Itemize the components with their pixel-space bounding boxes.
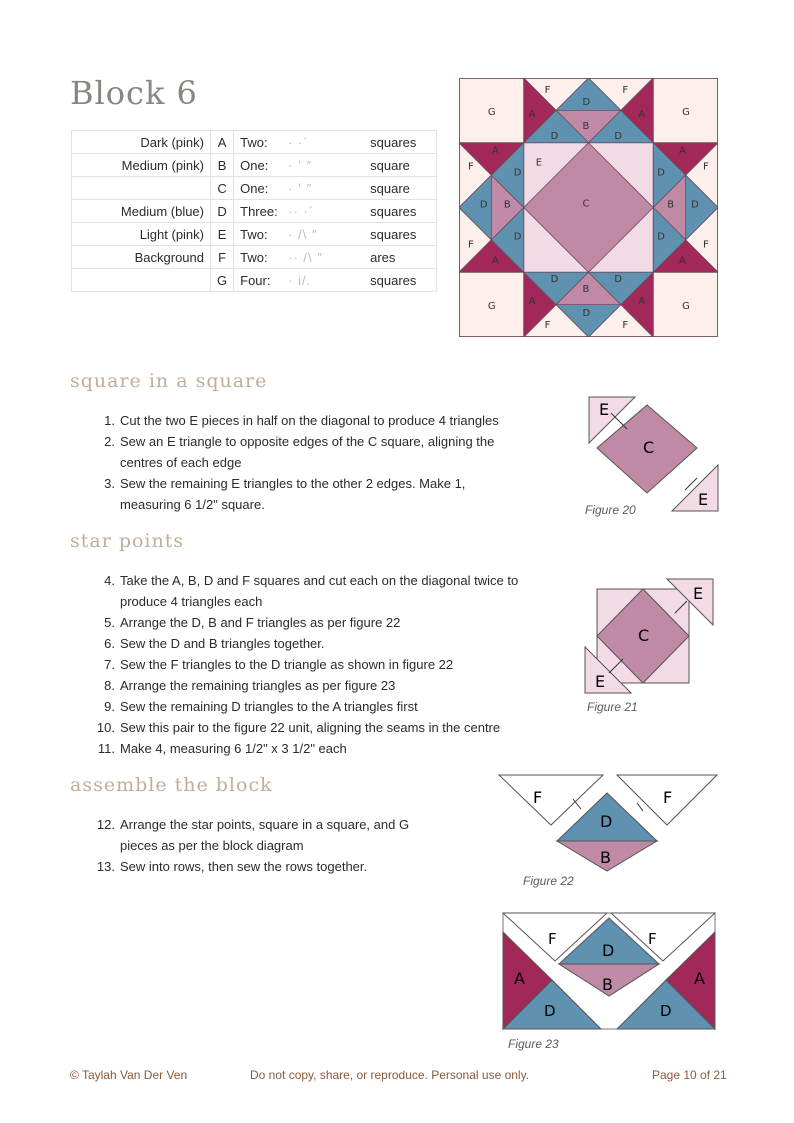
piece-label: G	[682, 301, 690, 313]
piece-label: F	[622, 84, 629, 96]
piece-label: F	[703, 161, 709, 173]
figure-22-diagram	[497, 773, 719, 873]
cutting-row	[72, 223, 437, 246]
cut-count: Two:	[240, 134, 268, 150]
svg-text:D: D	[544, 1002, 556, 1020]
piece-letter: C	[211, 177, 234, 200]
piece-label: A	[491, 145, 499, 157]
cut-unit: square	[370, 157, 410, 173]
step-text: Make 4, measuring 6 1/2" x 3 1/2" each	[120, 741, 347, 756]
step-text: Sew the remaining E triangles to the other 2 edges. Make 1, measuring 6 1/2" square.	[120, 476, 466, 512]
instruction-step	[72, 654, 532, 675]
step-text: Sew into rows, then sew the rows together.	[120, 859, 368, 874]
cut-amount	[234, 177, 437, 200]
piece-letter: B	[211, 154, 234, 177]
footer-page-number: Page 10 of 21	[652, 1068, 727, 1082]
label-c: C	[643, 438, 655, 457]
cut-size: ·· ·´	[288, 203, 315, 219]
fabric-label: Light (pink)	[72, 223, 211, 246]
piece-label: D	[479, 199, 488, 211]
piece-label: D	[513, 167, 522, 179]
figure-22-caption: Figure 22	[523, 874, 574, 888]
piece-label: A	[679, 255, 686, 267]
svg-text:D: D	[600, 812, 613, 831]
svg-text:F: F	[648, 930, 657, 948]
step-number: 9.	[104, 699, 115, 714]
step-number: 8.	[104, 678, 115, 693]
cut-unit: squares	[370, 134, 417, 150]
steps-square	[72, 410, 527, 515]
piece-label: G	[682, 106, 690, 118]
svg-text:B: B	[600, 848, 611, 867]
svg-text:E: E	[693, 584, 704, 603]
piece-label: D	[614, 274, 623, 286]
cutting-row	[72, 200, 437, 223]
cutting-row	[72, 246, 437, 269]
piece-label: F	[703, 239, 709, 251]
step-number: 2.	[104, 434, 115, 449]
piece-label: F	[544, 84, 551, 96]
piece-label: D	[513, 231, 522, 243]
step-number: 4.	[104, 573, 115, 588]
cut-unit: squares	[370, 203, 417, 219]
cutting-row	[72, 131, 437, 154]
step-number: 13.	[96, 859, 115, 874]
piece-label: B	[503, 199, 511, 211]
cut-size: · ʼ ″	[288, 180, 313, 196]
step-text: Sew the remaining D triangles to the A triangles first	[120, 699, 418, 714]
svg-text:D: D	[660, 1002, 672, 1020]
instruction-step	[72, 675, 532, 696]
piece-label: B	[582, 120, 590, 132]
cut-size: · ʼ ″	[288, 157, 313, 173]
cut-amount	[234, 269, 437, 292]
cut-unit: squares	[370, 272, 417, 288]
instruction-step	[72, 696, 532, 717]
instruction-step	[72, 410, 527, 431]
piece-letter: F	[211, 246, 234, 269]
block-diagram	[459, 78, 718, 337]
piece-label: D	[550, 130, 559, 142]
figure-23-caption: Figure 23	[508, 1037, 559, 1051]
instruction-step	[72, 856, 422, 877]
cut-count: One:	[240, 157, 269, 173]
section-heading-square: square in a square	[70, 370, 268, 392]
piece-label: D	[657, 167, 665, 179]
svg-text:F: F	[548, 930, 557, 948]
cut-count: One:	[240, 180, 269, 196]
cutting-row	[72, 154, 437, 177]
fabric-label: Background	[72, 246, 211, 269]
figure-20-diagram	[585, 393, 725, 518]
step-number: 5.	[104, 615, 115, 630]
cut-amount	[234, 223, 437, 246]
figure-23-diagram	[502, 912, 716, 1030]
piece-label: F	[622, 320, 629, 332]
cut-unit: square	[370, 180, 410, 196]
step-text: Arrange the D, B and F triangles as per figure 22	[120, 615, 401, 630]
cutting-row	[72, 177, 437, 200]
steps-assemble	[72, 814, 422, 877]
cut-size: ·· /\ ″	[288, 249, 323, 265]
triangle-e	[672, 465, 718, 511]
piece-letter: E	[211, 223, 234, 246]
page-title: Block 6	[70, 74, 198, 112]
cutting-table	[71, 130, 437, 292]
svg-text:C: C	[638, 626, 650, 645]
step-number: 12.	[96, 817, 115, 832]
step-text: Sew the D and B triangles together.	[120, 636, 325, 651]
footer-notice: Do not copy, share, or reproduce. Personal use only.	[250, 1068, 530, 1082]
piece-letter: G	[211, 269, 234, 292]
piece-label: A	[528, 108, 536, 120]
figure-21-caption: Figure 21	[587, 700, 638, 714]
piece-label: B	[667, 199, 675, 211]
svg-text:A: A	[694, 969, 705, 988]
step-number: 11.	[97, 741, 115, 756]
instruction-step	[72, 738, 532, 759]
step-text: Take the A, B, D and F squares and cut each on the diagonal twice to produce 4 triangles each	[120, 573, 519, 609]
svg-text:E: E	[595, 672, 606, 691]
cut-amount	[234, 246, 437, 269]
fabric-label: Medium (pink)	[72, 154, 211, 177]
figure-21-diagram	[583, 577, 719, 697]
piece-label: A	[638, 296, 646, 308]
piece-label: D	[614, 130, 623, 142]
instruction-step	[72, 612, 532, 633]
step-number: 6.	[104, 636, 115, 651]
label-e: E	[698, 490, 709, 509]
piece-label: D	[582, 308, 591, 320]
piece-letter: A	[211, 131, 234, 154]
cut-count: Two:	[240, 249, 268, 265]
fabric-label: Dark (pink)	[72, 131, 211, 154]
piece-label: F	[467, 239, 474, 251]
step-text: Arrange the star points, square in a square, and G pieces as per the block diagram	[120, 817, 410, 853]
step-number: 3.	[104, 476, 115, 491]
piece-label: F	[544, 320, 551, 332]
footer-copyright: © Taylah Van Der Ven	[70, 1068, 188, 1082]
cut-count: Two:	[240, 226, 268, 242]
section-heading-assemble: assemble the block	[70, 774, 273, 796]
svg-text:F: F	[533, 788, 543, 807]
piece-label: D	[550, 274, 559, 286]
fabric-label	[72, 177, 211, 200]
svg-text:D: D	[602, 941, 615, 960]
step-text: Sew an E triangle to opposite edges of the C square, aligning the centres of each edge	[120, 434, 495, 470]
cut-unit: squares	[370, 226, 417, 242]
cut-count: Four:	[240, 272, 271, 288]
steps-star	[72, 570, 532, 759]
piece-label: B	[582, 284, 590, 296]
piece-label: D	[657, 231, 665, 243]
instruction-step	[72, 431, 527, 473]
piece-label: D	[691, 199, 699, 211]
piece-label: C	[582, 198, 590, 210]
svg-text:B: B	[602, 975, 613, 994]
cut-unit: ares	[370, 249, 396, 265]
svg-text:F: F	[663, 788, 673, 807]
cut-size: · i/.	[288, 272, 312, 288]
step-text: Sew the F triangles to the D triangle as shown in figure 22	[120, 657, 454, 672]
piece-label: A	[528, 296, 536, 308]
section-heading-star: star points	[70, 530, 185, 552]
instruction-step	[72, 717, 532, 738]
piece-label: G	[487, 106, 496, 118]
step-number: 1.	[104, 413, 115, 428]
instruction-step	[72, 473, 527, 515]
fabric-label	[72, 269, 211, 292]
figure-20-caption: Figure 20	[585, 503, 636, 517]
piece-letter: D	[211, 200, 234, 223]
fabric-label: Medium (blue)	[72, 200, 211, 223]
piece-label: A	[638, 108, 646, 120]
cut-count: Three:	[240, 203, 278, 219]
cut-size: · ·´	[288, 134, 309, 150]
step-text: Sew this pair to the figure 22 unit, aligning the seams in the centre	[120, 720, 501, 735]
piece-label: G	[487, 301, 496, 313]
step-number: 7.	[104, 657, 115, 672]
step-text: Arrange the remaining triangles as per figure 23	[120, 678, 396, 693]
piece-label: F	[467, 161, 474, 173]
svg-text:A: A	[514, 969, 525, 988]
piece-label: D	[582, 96, 591, 108]
piece-label: A	[491, 255, 499, 267]
cut-amount	[234, 154, 437, 177]
cut-amount	[234, 131, 437, 154]
instruction-step	[72, 570, 532, 612]
instruction-step	[72, 814, 422, 856]
piece-label: A	[679, 145, 686, 157]
instruction-step	[72, 633, 532, 654]
cut-amount	[234, 200, 437, 223]
step-text: Cut the two E pieces in half on the diagonal to produce 4 triangles	[120, 413, 499, 428]
piece-label: E	[535, 157, 543, 169]
cut-size: · /\ ″	[288, 226, 318, 242]
step-number: 10.	[96, 720, 115, 735]
label-e: E	[599, 400, 610, 419]
cutting-row	[72, 269, 437, 292]
